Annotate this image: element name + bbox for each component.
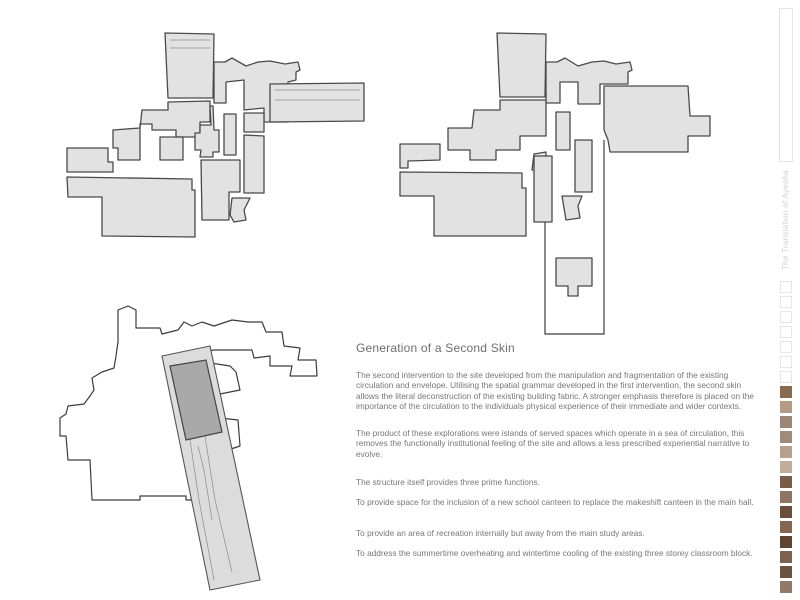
- colour-swatch: [780, 566, 792, 578]
- colour-swatch: [780, 461, 792, 473]
- sidebar-frame: [779, 8, 793, 162]
- body-paragraph: To provide space for the inclusion of a new school canteen to replace the makeshift canteen in the main hall.: [356, 497, 754, 507]
- colour-swatch: [780, 296, 792, 308]
- colour-swatch: [780, 386, 792, 398]
- colour-swatch: [780, 506, 792, 518]
- colour-swatch: [780, 356, 792, 368]
- colour-swatch: [780, 536, 792, 548]
- colour-swatch: [780, 416, 792, 428]
- section-title: Generation of a Second Skin: [356, 341, 515, 355]
- body-paragraph: The product of these explorations were islands of served spaces which operate in a sea of circulation, this removes the functionally institutional feeling of the site and allows a less prescribed experiential narrative to evolve.: [356, 428, 750, 459]
- colour-swatch: [780, 401, 792, 413]
- colour-swatch: [780, 341, 792, 353]
- colour-swatch: [780, 581, 792, 593]
- colour-swatch: [780, 326, 792, 338]
- colour-swatch: [780, 446, 792, 458]
- colour-swatch: [780, 551, 792, 563]
- colour-swatch: [780, 281, 792, 293]
- body-paragraph: The structure itself provides three prime functions.: [356, 477, 540, 487]
- colour-swatch: [780, 431, 792, 443]
- sidebar-label-text: The Translation of Ayesha: [781, 170, 790, 270]
- colour-swatch: [780, 371, 792, 383]
- colour-swatch: [780, 491, 792, 503]
- plan-three-drawing: [60, 306, 317, 590]
- body-paragraph: The second intervention to the site developed from the manipulation and fragmentation of the existing circulation and envelope. Utilising the spatial grammar developed in the first intervention, the second skin allows the literal deconstruction of the existing building fabric. A stronger emphasis therefore is placed on the importance of the circulation to the individuals physical experience of their immediate and wider contexts.: [356, 370, 755, 412]
- colour-swatch: [780, 476, 792, 488]
- colour-swatch: [780, 521, 792, 533]
- body-paragraph: To address the summertime overheating and wintertime cooling of the existing three storey classroom block.: [356, 548, 753, 558]
- colour-swatch: [780, 311, 792, 323]
- body-paragraph: To provide an area of recreation internally but away from the main study areas.: [356, 528, 645, 538]
